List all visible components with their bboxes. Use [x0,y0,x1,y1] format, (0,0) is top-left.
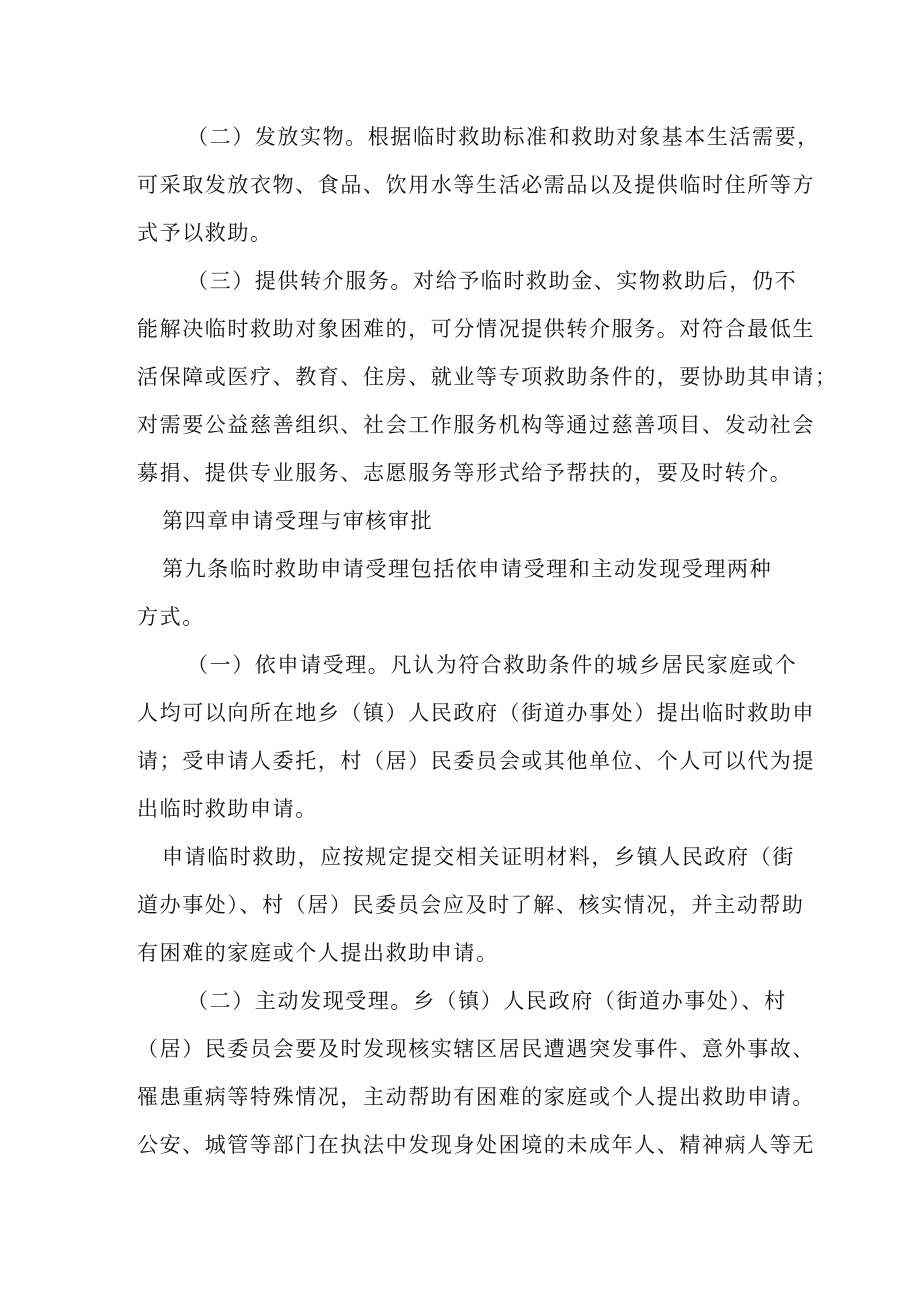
paragraph-line: 有困难的家庭或个人提出救助申请。 [137,941,499,965]
chapter-heading: 第四章申请受理与审核审批 [162,509,434,533]
paragraph-line: 对需要公益慈善组织、社会工作服务机构等通过慈善项目、发动社会 [137,413,815,437]
paragraph-line: （三）提供转介服务。对给予临时救助金、实物救助后，仍不 [187,269,798,293]
paragraph-line: 活保障或医疗、教育、住房、就业等专项救助条件的，要协助其申请； [137,365,838,389]
paragraph-line: 能解决临时救助对象困难的，可分情况提供转介服务。对符合最低生 [137,317,815,341]
paragraph-line: 可采取发放衣物、食品、饮用水等生活必需品以及提供临时住所等方 [137,173,815,197]
paragraph-line: 罹患重病等特殊情况，主动帮助有困难的家庭或个人提出救助申请。 [137,1085,815,1109]
paragraph-line: 方式。 [137,605,205,629]
paragraph-line: 申请临时救助，应按规定提交相关证明材料，乡镇人民政府（街 [162,845,795,869]
paragraph-line: 募捐、提供专业服务、志愿服务等形式给予帮扶的，要及时转介。 [137,461,793,485]
paragraph-line: （二）主动发现受理。乡（镇）人民政府（街道办事处）、村 [187,989,787,1013]
paragraph-line: （二）发放实物。根据临时救助标准和救助对象基本生活需要， [187,125,820,149]
paragraph-line: （居）民委员会要及时发现核实辖区居民遭遇突发事件、意外事故、 [137,1037,815,1061]
paragraph-line: 请；受申请人委托，村（居）民委员会或其他单位、个人可以代为提 [137,749,815,773]
paragraph-line: 公安、城管等部门在执法中发现身处困境的未成年人、精神病人等无 [137,1133,815,1157]
paragraph-line: 式予以救助。 [137,221,273,245]
paragraph-line: 人均可以向所在地乡（镇）人民政府（街道办事处）提出临时救助申 [137,701,815,725]
paragraph-line: 道办事处）、村（居）民委员会应及时了解、核实情况，并主动帮助 [137,893,805,917]
paragraph-line: 出临时救助申请。 [137,797,318,821]
paragraph-line: （一）依申请受理。凡认为符合救助条件的城乡居民家庭或个 [187,653,798,677]
paragraph-line: 第九条临时救助申请受理包括依申请受理和主动发现受理两种 [162,557,773,581]
